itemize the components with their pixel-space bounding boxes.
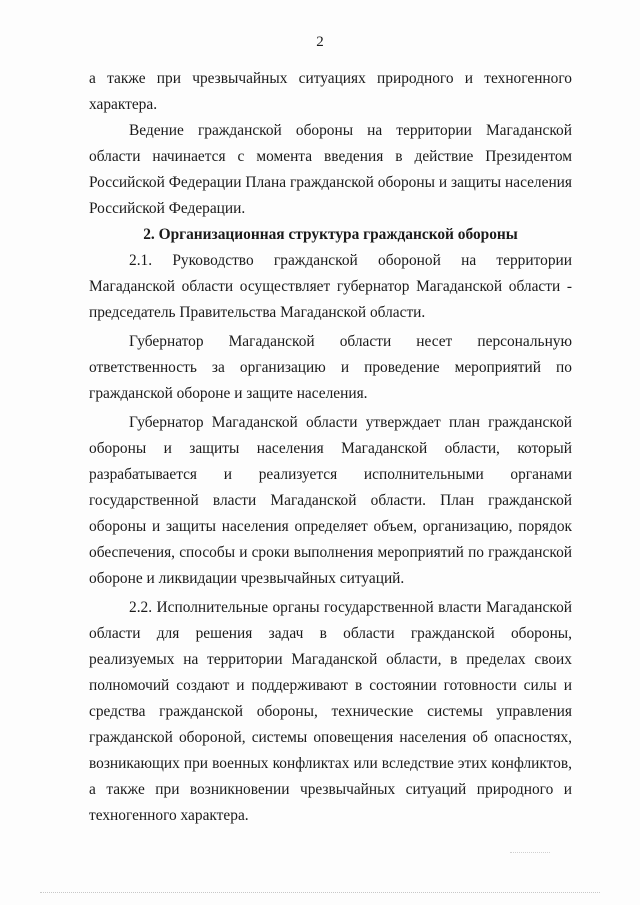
paragraph-governor-plan: Губернатор Магаданской области утверждает план гражданской обороны и защиты населения Магаданской области, который разрабатывается и реализуется исполнительными органами государственной власти Магаданской области. План гражданской обороны и защиты населения определяет объем, организацию, порядок обеспечения, способы и сроки выполнения мероприятий по гражданской обороне и ликвидации чрезвычайных ситуаций. [89, 414, 572, 587]
paragraph-civil-defense-start: Ведение гражданской обороны на территории Магаданской области начинается с момента введения в действие Президентом Российской Федерации Плана гражданской обороны и защиты населения Российской Федерации. [89, 122, 572, 217]
document-body [89, 66, 572, 829]
scan-edge-line [40, 892, 600, 893]
scan-artifact [510, 852, 550, 853]
section-heading: 2. Организационная структура гражданской обороны [143, 226, 518, 243]
paragraph-2-1: 2.1. Руководство гражданской обороной на территории Магаданской области осуществляет губернатор Магаданской области - председатель Правительства Магаданской области. [89, 252, 572, 321]
paragraph-governor-responsibility: Губернатор Магаданской области несет персональную ответственность за организацию и проведение мероприятий по гражданской обороне и защите населения. [89, 333, 572, 402]
paragraph-2-2: 2.2. Исполнительные органы государственной власти Магаданской области для решения задач в области гражданской обороны, реализуемых на территории Магаданской области, в пределах своих полномочий создают и поддерживают в состоянии готовности силы и средства гражданской обороны, технические системы управления гражданской обороной, системы оповещения населения об опасностях, возникающих при военных конфликтах или вследствие этих конфликтов, а также при возникновении чрезвычайных ситуаций природного и техногенного характера. [89, 599, 572, 824]
page-number: 2 [316, 34, 324, 50]
paragraph-continuation: а также при чрезвычайных ситуациях природного и техногенного характера. [89, 70, 572, 113]
